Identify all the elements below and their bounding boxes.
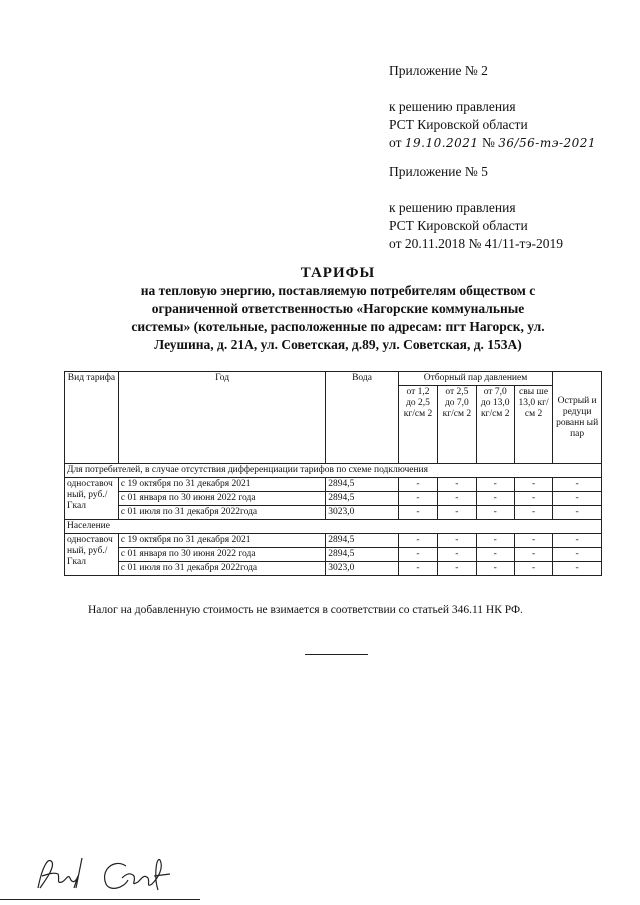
dash-cell: -	[514, 506, 552, 520]
dash-cell: -	[514, 562, 552, 576]
dash-cell: -	[553, 478, 602, 492]
dash-cell: -	[398, 478, 437, 492]
dash-cell: -	[476, 506, 514, 520]
dash-cell: -	[398, 534, 437, 548]
header-pressure-1: от 1,2 до 2,5 кг/см 2	[398, 386, 437, 464]
signature-image	[30, 848, 200, 896]
header-steam: Отборный пар давлением	[398, 372, 552, 386]
vat-note: Налог на добавленную стоимость не взимается в соответствии со статьей 346.11 НК РФ.	[88, 604, 523, 616]
header-water: Вода	[326, 372, 399, 464]
title-line: системы» (котельные, расположенные по адресам: пгт Нагорск, ул.	[131, 319, 545, 334]
dash-cell: -	[398, 506, 437, 520]
tariff-table	[64, 371, 602, 576]
title-line: ограниченной ответственностью «Нагорские коммунальные	[151, 301, 525, 316]
value-cell: 2894,5	[326, 548, 399, 562]
period-cell: с 01 июля по 31 декабря 2022года	[118, 562, 325, 576]
value-cell: 3023,0	[326, 506, 399, 520]
annex-date-line: от 19.10.2021 № 36/56-тэ-2021	[389, 135, 597, 150]
annex-line: от 20.11.2018 № 41/11-тэ-2019	[389, 236, 563, 251]
dash-cell: -	[398, 492, 437, 506]
rate-type: одноставоч ный, руб./Гкал	[65, 534, 119, 576]
section-title: Население	[65, 520, 602, 534]
dash-cell: -	[514, 548, 552, 562]
dash-cell: -	[476, 492, 514, 506]
header-pressure-3: от 7,0 до 13,0 кг/см 2	[476, 386, 514, 464]
dash-cell: -	[514, 534, 552, 548]
dash-cell: -	[438, 562, 476, 576]
separator-line	[305, 654, 368, 655]
bottom-line	[0, 899, 200, 900]
dash-cell: -	[553, 562, 602, 576]
annex-title: Приложение № 2	[389, 63, 488, 78]
annex-line: к решению правления	[389, 99, 516, 114]
handwritten-date: 19.10.2021	[404, 136, 479, 150]
dash-cell: -	[476, 548, 514, 562]
value-cell: 2894,5	[326, 534, 399, 548]
annex-5-block	[389, 163, 563, 253]
annex-line: РСТ Кировской области	[389, 117, 528, 132]
dash-cell: -	[438, 534, 476, 548]
annex-title: Приложение № 5	[389, 164, 488, 179]
header-year: Год	[118, 372, 325, 464]
dash-cell: -	[438, 548, 476, 562]
handwritten-number: 36/56-тэ-2021	[498, 136, 597, 150]
dash-cell: -	[553, 492, 602, 506]
dash-cell: -	[398, 548, 437, 562]
dash-cell: -	[553, 548, 602, 562]
title-line: на тепловую энергию, поставляемую потребителям обществом с	[140, 283, 536, 298]
title-line: Леушина, д. 21А, ул. Советская, д.89, ул. Советская, д. 153А)	[154, 337, 522, 352]
dash-cell: -	[438, 492, 476, 506]
period-cell: с 19 октября по 31 декабря 2021	[118, 478, 325, 492]
dash-cell: -	[398, 562, 437, 576]
annex-line: к решению правления	[389, 200, 516, 215]
rate-type: одноставоч ный, руб./Гкал	[65, 478, 119, 520]
header-live-steam: Острый и редуци рованн ый пар	[553, 372, 602, 464]
annex-line: РСТ Кировской области	[389, 218, 528, 233]
dash-cell: -	[514, 478, 552, 492]
page-title: ТАРИФЫ	[300, 265, 376, 281]
dash-cell: -	[438, 506, 476, 520]
dash-cell: -	[476, 478, 514, 492]
period-cell: с 01 января по 30 июня 2022 года	[118, 492, 325, 506]
header-pressure-2: от 2,5 до 7,0 кг/см 2	[438, 386, 476, 464]
header-pressure-4: свы ше 13,0 кг/см 2	[514, 386, 552, 464]
dash-cell: -	[438, 478, 476, 492]
period-cell: с 01 января по 30 июня 2022 года	[118, 548, 325, 562]
dash-cell: -	[476, 534, 514, 548]
value-cell: 2894,5	[326, 478, 399, 492]
dash-cell: -	[514, 492, 552, 506]
dash-cell: -	[553, 534, 602, 548]
period-cell: с 01 июля по 31 декабря 2022года	[118, 506, 325, 520]
dash-cell: -	[476, 562, 514, 576]
tariff-title	[88, 264, 588, 354]
header-tariff-type: Вид тарифа	[65, 372, 119, 464]
value-cell: 3023,0	[326, 562, 399, 576]
section-title: Для потребителей, в случае отсутствия дифференциации тарифов по схеме подключения	[65, 464, 602, 478]
annex-2-block	[389, 62, 596, 152]
period-cell: с 19 октября по 31 декабря 2021	[118, 534, 325, 548]
dash-cell: -	[553, 506, 602, 520]
value-cell: 2894,5	[326, 492, 399, 506]
